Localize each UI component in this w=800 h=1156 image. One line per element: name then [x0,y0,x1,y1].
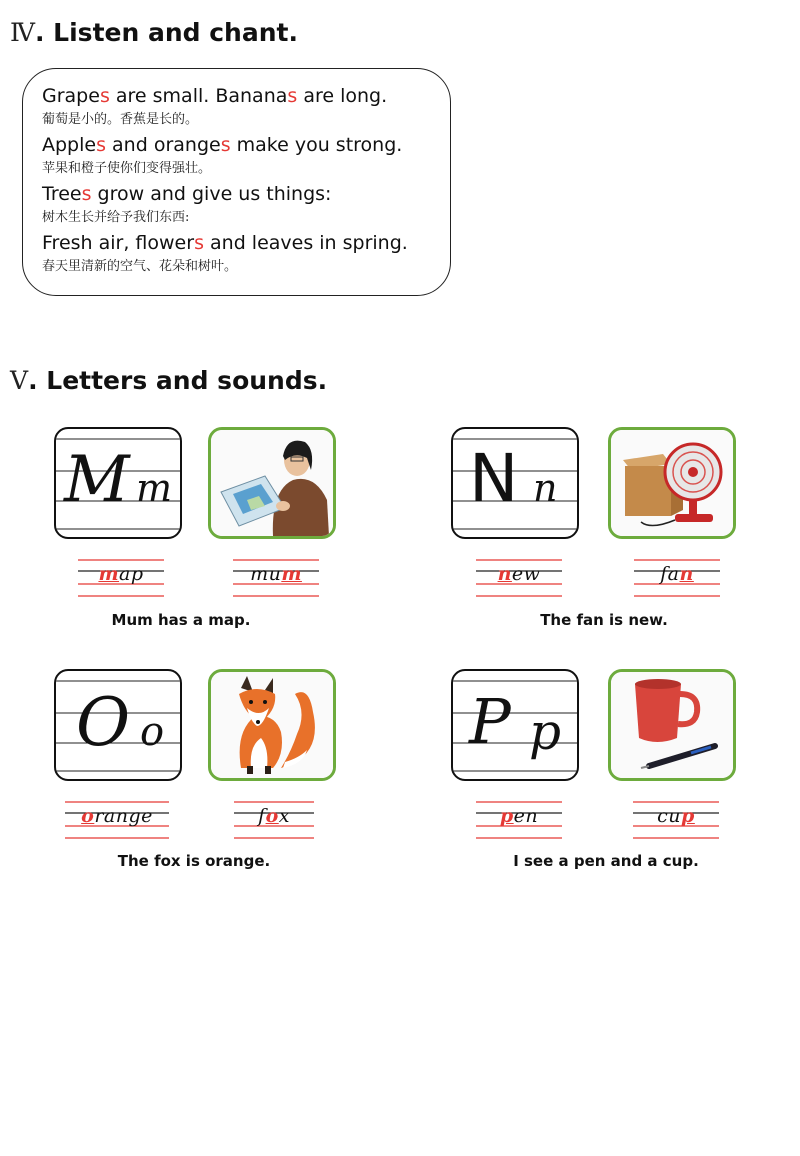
chant-highlight: s [287,85,298,107]
chant-line-2 [42,136,450,160]
lowercase-letter: o [140,709,165,755]
word-part: range [94,805,153,827]
chant-text: Apple [42,134,97,156]
word-block-map [78,556,164,602]
chant-line-1 [42,87,450,111]
letter-card-n [451,427,579,539]
chant-text: make you strong. [230,134,403,156]
word-mum [233,563,319,585]
cup-and-pen-icon [611,672,733,778]
word-highlight: n [497,563,512,585]
uppercase-letter: N [469,440,519,517]
word-part: x [278,805,290,827]
lowercase-letter: m [136,466,173,510]
letter-card-p [451,669,579,781]
chant-text: are small. Banana [109,85,288,107]
word-block-pen [476,798,562,844]
sentence-m: Mum has a map. [111,611,251,629]
picture-card-n [608,427,736,539]
chant-highlight: s [81,183,92,205]
chant-text: Fresh air, flower [42,232,195,254]
chant-highlight: s [96,134,106,156]
chant-line-1-chinese: 葡萄是小的。香蕉是长的。 [42,112,199,127]
word-block-fan [634,556,720,602]
word-highlight: p [499,805,514,827]
word-highlight: m [281,563,302,585]
word-cup [633,805,719,827]
uppercase-letter: P [469,685,511,758]
word-part: cu [657,805,682,827]
chant-text: Grape [42,85,100,107]
section-4-title [10,18,298,47]
letter-card-o [54,669,182,781]
section-4-numeral: Ⅳ [10,18,35,47]
sentence-p: I see a pen and a cup. [513,852,699,870]
word-part: mu [250,563,282,585]
word-pen [476,805,562,827]
uppercase-letter: M [64,443,130,517]
chant-line-4-chinese: 春天里清新的空气、花朵和树叶。 [42,259,238,274]
section-5-title [10,366,327,395]
uppercase-letter: O [76,684,131,761]
lowercase-letter: p [529,703,562,761]
word-block-orange [65,798,169,844]
fan-and-box-icon [611,430,733,536]
chant-text: and orange [106,134,221,156]
section-5-title-text: . Letters and sounds. [28,366,328,395]
word-fox [234,805,314,827]
chant-text: are long. [297,85,388,107]
letter-card-m [54,427,182,539]
word-block-cup [633,798,719,844]
chant-text: grow and give us things: [91,183,332,205]
chant-text: and leaves in spring. [203,232,408,254]
sentence-o: The fox is orange. [117,852,271,870]
word-part: f [258,805,266,827]
chant-line-2-chinese: 苹果和橙子使你们变得强壮。 [42,161,212,176]
picture-card-o [208,669,336,781]
word-highlight: o [265,805,279,827]
chant-highlight: s [194,232,204,254]
word-part: en [513,805,539,827]
picture-card-p [608,669,736,781]
lowercase-letter: n [533,466,558,510]
woman-reading-map-icon [211,430,333,536]
chant-highlight: s [220,134,231,156]
word-orange [65,805,169,827]
word-part: fa [660,563,680,585]
fox-icon [211,672,333,778]
chant-line-4 [42,234,450,258]
word-fan [634,563,720,585]
chant-line-3-chinese: 树木生长并给予我们东西: [42,210,190,225]
word-part: ap [119,563,144,585]
word-map [78,563,164,585]
word-block-mum [233,556,319,602]
word-highlight: m [98,563,120,585]
word-highlight: p [681,805,695,827]
picture-card-m [208,427,336,539]
word-new [476,563,562,585]
sentence-n: The fan is new. [540,611,668,629]
word-highlight: o [81,805,95,827]
word-block-fox [234,798,314,844]
chant-box [22,68,451,296]
chant-text: Tree [42,183,82,205]
section-4-title-text: . Listen and chant. [34,18,298,47]
word-part: ew [511,563,541,585]
word-block-new [476,556,562,602]
chant-line-3 [42,185,450,209]
section-5-numeral: Ⅴ [10,366,29,395]
chant-highlight: s [99,85,110,107]
word-highlight: n [679,563,694,585]
